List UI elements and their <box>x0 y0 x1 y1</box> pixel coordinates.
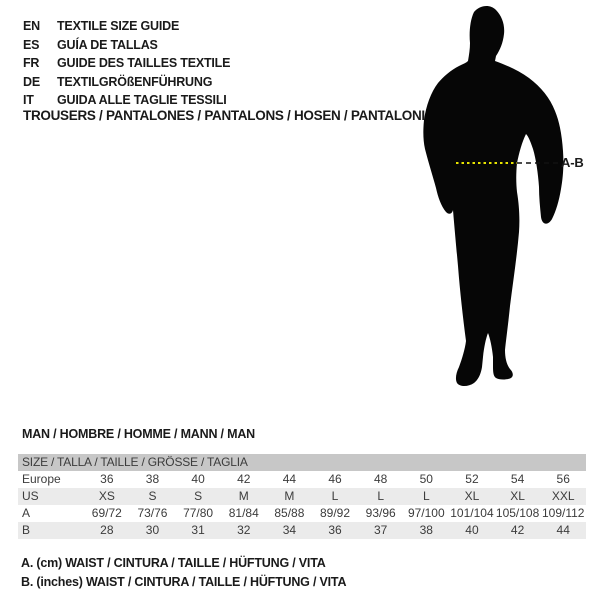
size-value: 77/80 <box>183 506 214 520</box>
size-value: 81/84 <box>228 506 259 520</box>
row-label: US <box>22 489 39 503</box>
language-row <box>23 36 230 55</box>
size-value: L <box>331 489 339 503</box>
language-label: GUIDE DES TAILLES TEXTILE <box>57 56 231 70</box>
size-value: XL <box>510 489 525 503</box>
language-row <box>23 54 230 73</box>
size-value: 73/76 <box>137 506 168 520</box>
size-value: S <box>148 489 157 503</box>
table-row <box>18 522 586 539</box>
man-silhouette-icon <box>423 6 563 386</box>
size-value: 48 <box>373 472 388 486</box>
language-code: EN <box>23 19 40 33</box>
size-table-header: SIZE / TALLA / TAILLE / GRÖSSE / TAGLIA <box>18 454 586 471</box>
size-value: 89/92 <box>320 506 351 520</box>
size-value: 109/112 <box>541 506 585 520</box>
language-label: TEXTILE SIZE GUIDE <box>57 19 180 33</box>
language-label: TEXTILGRÖßENFÜHRUNG <box>57 74 213 89</box>
language-row <box>23 73 230 92</box>
row-label: B <box>22 523 31 537</box>
row-label: A <box>22 506 31 520</box>
category-heading: TROUSERS / PANTALONES / PANTALONS / HOSEN / PANTALONI <box>23 108 425 123</box>
man-silhouette-figure <box>410 0 600 400</box>
size-value: 44 <box>556 523 570 537</box>
size-value: 32 <box>237 523 251 537</box>
size-table <box>18 454 586 539</box>
size-value: 54 <box>510 472 525 486</box>
language-row <box>23 17 230 36</box>
language-code: ES <box>23 37 40 52</box>
waist-measure-label: A-B <box>561 155 584 170</box>
language-list <box>23 17 230 110</box>
size-value: L <box>377 489 384 503</box>
footnotes <box>21 554 346 591</box>
size-value: 44 <box>282 472 297 486</box>
language-label: GUIDA ALLE TAGLIE TESSILI <box>57 93 227 107</box>
size-value: 31 <box>191 523 205 537</box>
size-value: 85/88 <box>274 506 305 520</box>
size-value: 40 <box>191 472 205 486</box>
size-value: M <box>284 489 295 503</box>
size-value: 30 <box>145 523 160 537</box>
size-value: 38 <box>145 472 160 486</box>
size-value: 34 <box>282 523 297 537</box>
size-value: 28 <box>100 523 114 537</box>
language-code: IT <box>23 93 34 107</box>
size-value: 42 <box>510 523 525 537</box>
gender-heading: MAN / HOMBRE / HOMME / MANN / MAN <box>22 427 255 441</box>
size-value: 37 <box>373 523 388 537</box>
size-value: 97/100 <box>407 506 445 520</box>
size-value: L <box>422 489 430 503</box>
table-row <box>18 471 586 488</box>
size-value: 69/72 <box>91 506 122 520</box>
footnote-a: A. (cm) WAIST / CINTURA / TAILLE / HÜFTUNG / VITA <box>21 556 326 570</box>
size-table-body <box>18 471 586 539</box>
size-value: 56 <box>556 472 570 486</box>
language-code: DE <box>23 74 40 89</box>
size-value: XL <box>464 489 480 503</box>
footnote-b: B. (inches) WAIST / CINTURA / TAILLE / HÜFTUNG / VITA <box>21 574 347 589</box>
row-label: Europe <box>22 472 61 486</box>
size-value: 42 <box>237 472 251 486</box>
table-row <box>18 488 586 505</box>
size-value: XXL <box>551 489 575 503</box>
size-value: M <box>238 489 249 503</box>
size-value: 93/96 <box>365 506 396 520</box>
table-row <box>18 505 586 522</box>
language-label: GUÍA DE TALLAS <box>57 37 158 52</box>
size-value: 46 <box>328 472 342 486</box>
size-value: 101/104 <box>450 506 494 520</box>
size-value: 105/108 <box>495 506 540 520</box>
size-value: XS <box>98 489 115 503</box>
size-value: 38 <box>419 523 433 537</box>
size-value: 52 <box>465 472 479 486</box>
size-value: 50 <box>419 472 433 486</box>
size-value: 36 <box>328 523 342 537</box>
language-code: FR <box>23 56 40 70</box>
size-value: S <box>194 489 203 503</box>
size-value: 36 <box>100 472 114 486</box>
size-value: 40 <box>465 523 479 537</box>
language-row <box>23 91 230 110</box>
